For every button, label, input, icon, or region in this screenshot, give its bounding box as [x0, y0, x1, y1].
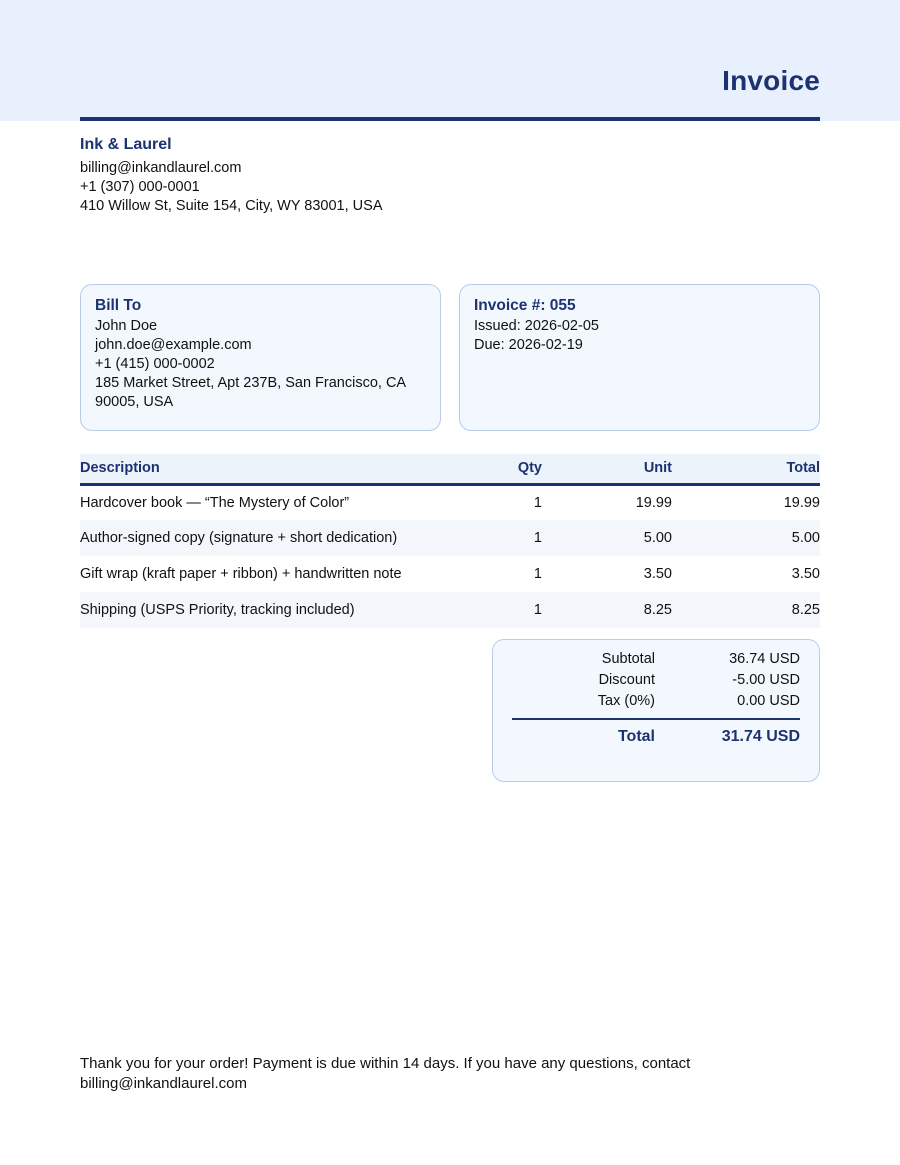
item-total: 3.50	[791, 566, 820, 582]
subtotal-row	[512, 649, 800, 670]
item-qty: 1	[533, 530, 542, 546]
totals-wrapper	[80, 628, 820, 782]
grand-total-value: 31.74 USD	[721, 728, 800, 745]
item-total: 19.99	[783, 494, 820, 511]
item-unit-price: 19.99	[635, 494, 672, 511]
table-row	[80, 484, 820, 520]
col-header-total: Total	[672, 454, 820, 484]
page-title: Invoice	[722, 65, 820, 96]
item-total: 8.25	[791, 602, 820, 618]
item-total: 5.00	[791, 530, 820, 546]
item-description: Gift wrap (kraft paper + ribbon) + handwritten note	[80, 566, 402, 582]
bill-to-heading: Bill To	[95, 297, 142, 314]
item-qty: 1	[533, 566, 542, 582]
tax-value: 0.00 USD	[737, 693, 800, 709]
totals-panel	[492, 639, 820, 782]
company-email: billing@inkandlaurel.com	[80, 160, 242, 176]
item-unit-price: 3.50	[643, 566, 672, 582]
table-row	[80, 592, 820, 628]
grand-total-row	[512, 725, 800, 748]
discount-label: Discount	[598, 672, 655, 688]
invoice-meta-panel	[459, 284, 820, 431]
discount-value: -5.00 USD	[732, 672, 800, 688]
item-description: Author-signed copy (signature + short dedication)	[80, 530, 398, 546]
info-panels	[80, 284, 820, 431]
company-block	[80, 135, 820, 216]
discount-row	[512, 670, 800, 691]
invoice-header-band	[0, 0, 900, 121]
subtotal-value: 36.74 USD	[729, 651, 800, 667]
invoice-content	[0, 135, 900, 1093]
item-qty: 1	[533, 602, 542, 618]
item-description: Shipping (USPS Priority, tracking included)	[80, 602, 355, 618]
totals-divider	[512, 718, 800, 720]
table-row	[80, 520, 820, 556]
company-name: Ink & Laurel	[80, 136, 172, 153]
bill-to-name: John Doe	[95, 318, 158, 334]
subtotal-label: Subtotal	[601, 651, 655, 667]
line-items-table	[80, 454, 820, 628]
item-unit-price: 8.25	[643, 602, 672, 618]
invoice-issued-date: Issued: 2026-02-05	[474, 318, 599, 334]
footer-note: Thank you for your order! Payment is due within 14 days. If you have any questions, contact billing@inkandlaurel.com	[80, 1055, 691, 1092]
invoice-due-date: Due: 2026-02-19	[474, 337, 583, 353]
table-row	[80, 556, 820, 592]
col-header-unit: Unit	[542, 454, 672, 484]
grand-total-label: Total	[617, 728, 655, 745]
item-description: Hardcover book — “The Mystery of Color”	[80, 494, 350, 511]
item-unit-price: 5.00	[643, 530, 672, 546]
bill-to-email: john.doe@example.com	[95, 337, 252, 353]
header-divider	[80, 117, 820, 121]
tax-row	[512, 691, 800, 712]
table-header-row	[80, 454, 820, 484]
tax-label: Tax (0%)	[597, 693, 655, 709]
col-header-qty: Qty	[447, 454, 542, 484]
bill-to-address: 185 Market Street, Apt 237B, San Francisco, CA 90005, USA	[95, 375, 406, 410]
line-items-section	[80, 454, 820, 628]
col-header-description: Description	[80, 454, 447, 484]
invoice-number: Invoice #: 055	[474, 297, 576, 314]
item-qty: 1	[533, 494, 542, 511]
bill-to-phone: +1 (415) 000-0002	[95, 356, 215, 372]
bill-to-panel	[80, 284, 441, 431]
company-address: 410 Willow St, Suite 154, City, WY 83001, USA	[80, 198, 383, 214]
company-phone: +1 (307) 000-0001	[80, 179, 200, 195]
